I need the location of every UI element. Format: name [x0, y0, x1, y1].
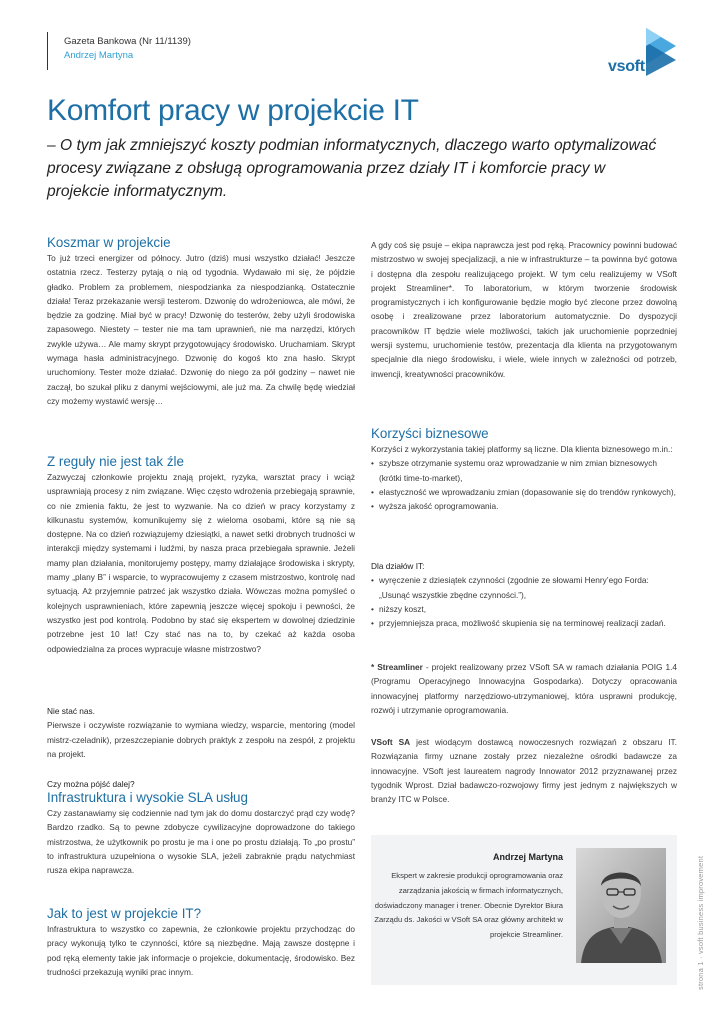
section-heading: Jak to jest w projekcie IT?: [47, 906, 202, 921]
list-item: • elastyczność we wprowadzaniu zmian (dopasowanie się do trendów rynkowych),: [371, 485, 677, 499]
note-label: * Streamliner: [371, 662, 423, 672]
section-body: [371, 735, 677, 806]
section-korzysci: [371, 426, 677, 513]
vsoft-logo-text: vsoft: [608, 58, 645, 75]
publication-name: Gazeta Bankowa (Nr 11/1139): [64, 36, 191, 47]
company-label: VSoft SA: [371, 737, 411, 747]
section-streamliner-note: [371, 660, 677, 717]
bio-name: Andrzej Martyna: [492, 852, 563, 862]
section-body: To już trzeci energizer od północy. Jutro (dziś) musi wszystko działać! Jeszcze ostatnia rzecz. Testerzy pytają o nią od tygodnia. Wydawało mi się, że pójdzie gładko. Problem za problemem, niespodzianka za niespodzianką. Ostatecznie działa! Teraz przekazanie wersji testerom. Dzwonię do wdrożeniowca, ale mówi, że będzie za godzinę. Miał być w pracy! Dzwonię do testerów, żeby użyli środowiska zapasowego. Niestety – tester nie ma tam uprawnień, nie ma narzędzi, których zwykle używa… Ale mamy skrypt przygotowujący środowisko. Uruchamiam. Skrypt wymaga hasła administracyjnego. Dzwonię do kogoś kto zna hasło. Skrypt uruchomiony. Tester może działać. Dzwonię do niego za pół godziny – nawet nie zaczął, bo szukał pliku z danymi wejściowymi, ale już ma. Za chwilę będę wiedział czy możemy wystawić wersję…: [47, 253, 355, 406]
section-infrastruktura: [47, 778, 355, 877]
list-item: • niższy koszt,: [371, 602, 677, 616]
header-author: Andrzej Martyna: [64, 50, 134, 61]
it-benefits-list: [371, 573, 677, 630]
section-body: Zazwyczaj członkowie projektu znają projekt, ryzyka, warsztat pracy i wciąż usprawniają procesy z nim związane. Więc często wdrożenia przebiegają sprawnie, co nie zmienia faktu, że jest to wyzwanie. Na co dzień w pracy korzystamy z kilkunastu systemów, komunikujemy się z wieloma osobami, które są nie są dostępne. Na co dzień rozwiązujemy dziesiątki, a nawet setki drobnych trudności w interakcji między systemami i ludźmi, by nasza praca przebiegała sprawnie. Jeżeli mamy plan działania, monitorujemy postępy, mamy działające środowiska i skrypty, mamy „plany B” i wsparcie, to wypracowujemy z czasem mistrzostwo, kontrolę nad sytuacją. Aż przyjemnie patrzeć jak wszystko działa. Wówczas można pomyśleć o kolejnych usprawnieniach, które zapewnią jeszcze więcej spokoju i pewności, że wszystko jest pod kontrolą. Podobno by stać się ekspertem w dowolnej dziedzinie potrzebne jest 10 lat! Czy stać nas na to, by czekać aż każda osoba odpowiedzialna za proces wypracuje własne mistrzostwo?: [47, 472, 355, 654]
section-subheading: Dla działów IT:: [371, 561, 425, 571]
company-text: jest wiodącym dostawcą nowoczesnych rozwiązań z obszaru IT. Rozwiązania firmy uznane zostały przez niezależne ośrodki badawcze za innowacyjne. VSoft jest laureatem nagrody Innowator 2012 przyznawanej przez tygodnik Wprost. Dział badawczo-rozwojowy firmy jest jednym z największych w branży ITC w Polsce.: [371, 737, 677, 805]
header-divider: [47, 32, 48, 70]
note-text: - projekt realizowany przez VSoft SA w ramach działania POIG 1.4 (Programu Operacyjnego Innowacyjna Gospodarka). Dotyczy opracowania innowacyjnej platformy narzędziowo-utrzymaniowej, która usprawni produkcję, rozwój i utrzymanie oprogramowania.: [371, 662, 678, 715]
side-page-label: strona 1 · vsoft business improvement: [696, 855, 705, 990]
section-body: Infrastruktura to wszystko co zapewnia, że członkowie projektu przychodząc do pracy wykonują tylko te czynności, które są niezbędne. Mają zawsze dostępne i pod ręką elementy takie jak informacje o projekcie, dokumentację, środowisko. Bez trudności przekazują wyniki prac innym.: [47, 924, 355, 977]
business-benefits-list: [371, 456, 677, 513]
list-item: • wyręczenie z dziesiątek czynności (zgodnie ze słowami Henry’ego Forda: „Usunąć wszystkie zbędne czynności.”),: [371, 573, 677, 602]
section-heading: Z reguły nie jest tak źle: [47, 454, 184, 469]
section-body: Pierwsze i oczywiste rozwiązanie to wymiana wiedzy, wsparcie, mentoring (model mistrz-czeladnik), przeszczepianie dobrych praktyk z zespołu na zespół, z projektu na projekt.: [47, 720, 355, 759]
section-heading: Infrastruktura i wysokie SLA usług: [47, 790, 248, 805]
author-photo: [576, 848, 666, 963]
section-nie-stac: [47, 704, 355, 761]
bio-text: Ekspert w zakresie produkcji oprogramowania oraz zarządzania jakością w firmach informatycznych, doświadczony manager i trener. Obecnie Dyrektor Biura Zarządu ds. Jakości w VSoft SA oraz główny architekt w projekcie Streamliner.: [374, 871, 563, 940]
section-vsoft-about: [371, 735, 677, 806]
article-title: Komfort pracy w projekcie IT: [47, 94, 419, 127]
section-dla-it: [371, 559, 677, 630]
vsoft-logo-icon: [646, 28, 676, 76]
section-heading: Koszmar w projekcie: [47, 235, 171, 250]
section-body: Czy zastanawiamy się codziennie nad tym jak do domu dostarczyć prąd czy wodę? Bardzo rzadko. Są to pewne zdobycze cywilizacyjne doprowadzone do takiego mistrzostwa, że użytkownik po prostu je ma i one po prostu działają. To „po prostu” to infrastruktura uzupełniona o wysokie SLA, jeżeli zabraknie prądu natychmiast rusza ekipa naprawcza.: [47, 808, 355, 876]
article-subtitle: – O tym jak zmniejszyć koszty podmian informatycznych, dlaczego warto optymalizować procesy związane z obsługą oprogramowania przez działy IT i komforcie pracy w projekcie informatycznym.: [47, 137, 657, 200]
section-ekipa: [371, 238, 677, 381]
section-jak-to-jest: [47, 906, 355, 979]
section-body: [371, 660, 677, 717]
list-item: • szybsze otrzymanie systemu oraz wprowadzanie w nim zmian biznesowych (krótki time-to-market),: [371, 456, 677, 485]
section-subheading: Nie stać nas.: [47, 706, 95, 716]
section-body: A gdy coś się psuje – ekipa naprawcza jest pod ręką. Pracownicy powinni budować mistrzostwo w swojej specjalizacji, a nie w infrastrukturze – ta powinna być gotowa i dostępna dla zespołu realizującego projekt. W tym celu realizujemy w VSoft projekt Streamliner*. To laboratorium, w którym tworzenie środowisk programistycznych i ich konfigurowanie będzie mogło być zlecone przez dowolną osobę i zrealizowane przez laboratorium automatycznie. Do dyspozycji pracowników IT będzie wiele możliwości, takich jak uruchomienie poprzedniej wersji systemu, uruchomienie testów, prezentacja dla klienta na przygotowanym specjalnie dla niego środowisku, i wiele, wiele innych w zależności od potrzeb, inwencji, kreatywności pracowników.: [371, 240, 677, 379]
section-koszmar: [47, 235, 355, 408]
section-intro: Korzyści z wykorzystania takiej platformy są liczne. Dla klienta biznesowego m.in.:: [371, 444, 673, 454]
section-heading: Korzyści biznesowe: [371, 426, 489, 441]
section-preheading: Czy można pójść dalej?: [47, 779, 135, 789]
list-item: • wyższa jakość oprogramowania.: [371, 499, 677, 513]
list-item: • przyjemniejsza praca, możliwość skupienia się na terminowej realizacji zadań.: [371, 616, 677, 630]
section-z-reguly: [47, 454, 355, 656]
